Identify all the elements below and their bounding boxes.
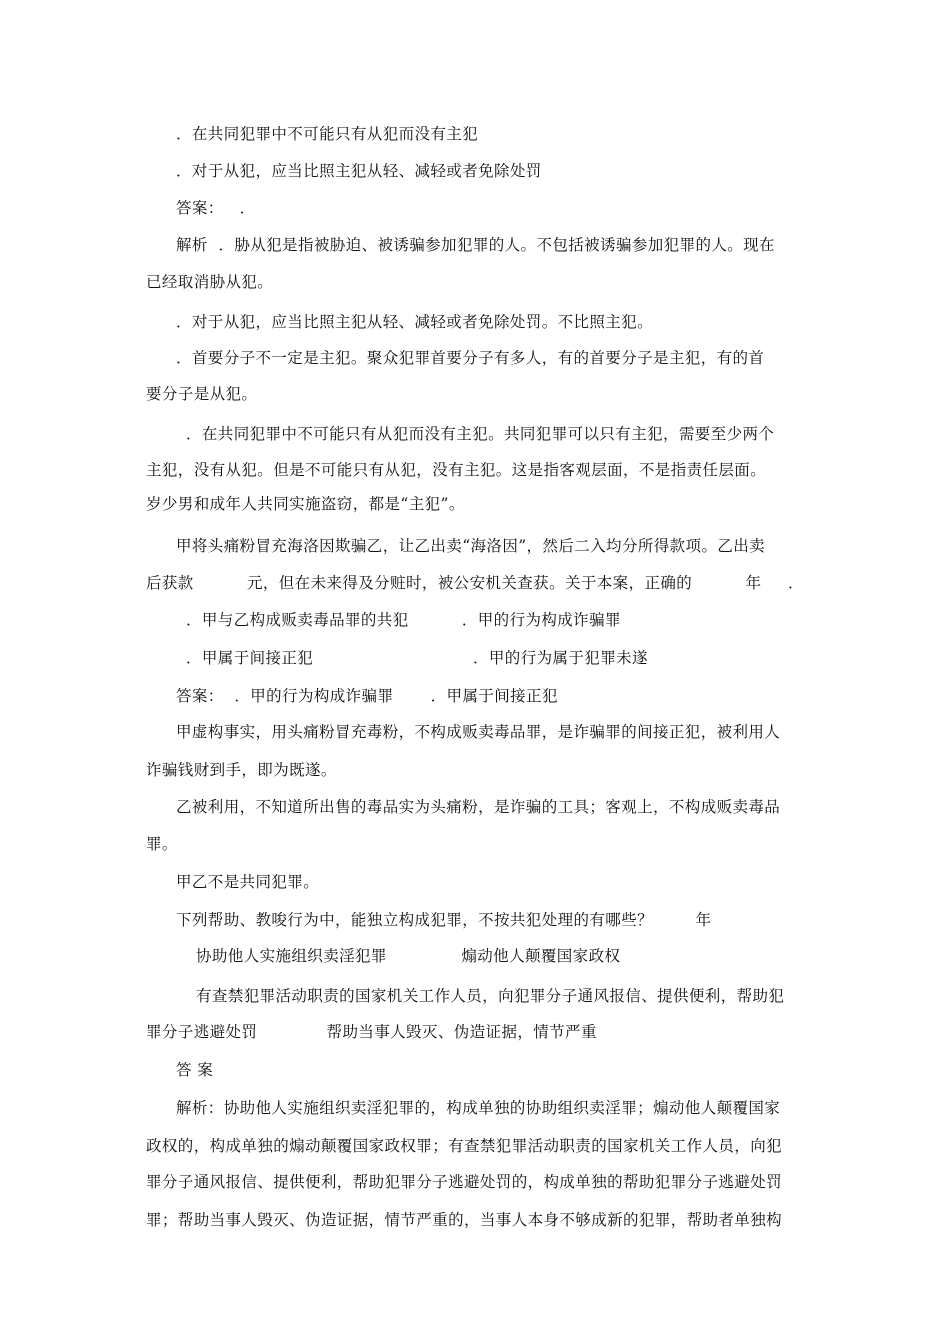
text-line: 甲将头痛粉冒充海洛因欺骗乙，让乙出卖“海洛因”，然后二入均分所得款项。乙出卖 bbox=[176, 537, 766, 555]
text-line: 罪分子通风报信、提供便利，帮助犯罪分子逃避处罚的，构成单独的帮助犯罪分子逃避处罚 bbox=[146, 1173, 783, 1191]
text-line: 岁少男和成年人共同实施盗窃，都是“主犯”。 bbox=[146, 495, 465, 513]
text-line: 解析 ．胁从犯是指被胁迫、被诱骗参加犯罪的人。不包括被诱骗参加犯罪的人。现在 bbox=[176, 236, 775, 254]
text-line: 甲乙不是共同犯罪。 bbox=[176, 873, 320, 891]
text-line: ．对于从犯，应当比照主犯从轻、减轻或者免除处罚。不比照主犯。 bbox=[176, 313, 654, 331]
text-line: 政权的，构成单独的煽动颠覆国家政权罪；有查禁犯罪活动职责的国家机关工作人员，向犯 bbox=[146, 1137, 783, 1155]
text-line: ．在共同犯罪中不可能只有从犯而没有主犯 bbox=[176, 125, 479, 143]
text-line: 已经取消胁从犯。 bbox=[146, 273, 274, 291]
text-line: 诈骗钱财到手，即为既遂。 bbox=[146, 761, 337, 779]
text-line: ．首要分子不一定是主犯。聚众犯罪首要分子有多人，有的首要分子是主犯，有的首 bbox=[176, 349, 765, 367]
text-line: 答案： ．甲的行为构成诈骗罪 ．甲属于间接正犯 bbox=[176, 687, 558, 705]
text-line: 乙被利用，不知道所出售的毒品实为头痛粉，是诈骗的工具；客观上，不构成贩卖毒品 bbox=[176, 798, 781, 816]
text-line: 解析：协助他人实施组织卖淫犯罪的，构成单独的协助组织卖淫罪；煽动他人颠覆国家 bbox=[176, 1099, 781, 1117]
text-line: 罪；帮助当事人毁灭、伪造证据，情节严重的，当事人本身不够成新的犯罪，帮助者单独构 bbox=[146, 1211, 783, 1229]
text-line: 主犯，没有从犯。但是不可能只有从犯，没有主犯。这是指客观层面，不是指责任层面。 bbox=[146, 461, 767, 479]
text-line: 甲虚构事实，用头痛粉冒充毒粉，不构成贩卖毒品罪，是诈骗罪的间接正犯，被利用人 bbox=[176, 723, 781, 741]
text-line: ．在共同犯罪中不可能只有从犯而没有主犯。共同犯罪可以只有主犯，需要至少两个 bbox=[186, 425, 775, 443]
text-line: 下列帮助、教唆行为中，能独立构成犯罪，不按共犯处理的有哪些？ 年 bbox=[176, 911, 712, 929]
text-line: 罪。 bbox=[146, 835, 178, 853]
text-line: ．对于从犯，应当比照主犯从轻、减轻或者免除处罚 bbox=[176, 162, 542, 180]
text-line: 有查禁犯罪活动职责的国家机关工作人员，向犯罪分子通风报信、提供便利，帮助犯 bbox=[196, 987, 785, 1005]
text-line: ．甲属于间接正犯 ．甲的行为属于犯罪未遂 bbox=[186, 649, 648, 667]
text-line: 要分子是从犯。 bbox=[146, 385, 258, 403]
text-line: 后获款 元，但在未来得及分赃时，被公安机关查获。关于本案，正确的 年 ． bbox=[146, 574, 804, 592]
text-line: 答 案 bbox=[176, 1061, 214, 1079]
text-line: 罪分子逃避处罚 帮助当事人毁灭、伪造证据，情节严重 bbox=[146, 1023, 597, 1041]
text-line: 答案： ． bbox=[176, 199, 256, 217]
text-line: 协助他人实施组织卖淫犯罪 煽动他人颠覆国家政权 bbox=[196, 947, 621, 965]
text-line: ．甲与乙构成贩卖毒品罪的共犯 ．甲的行为构成诈骗罪 bbox=[186, 611, 621, 629]
